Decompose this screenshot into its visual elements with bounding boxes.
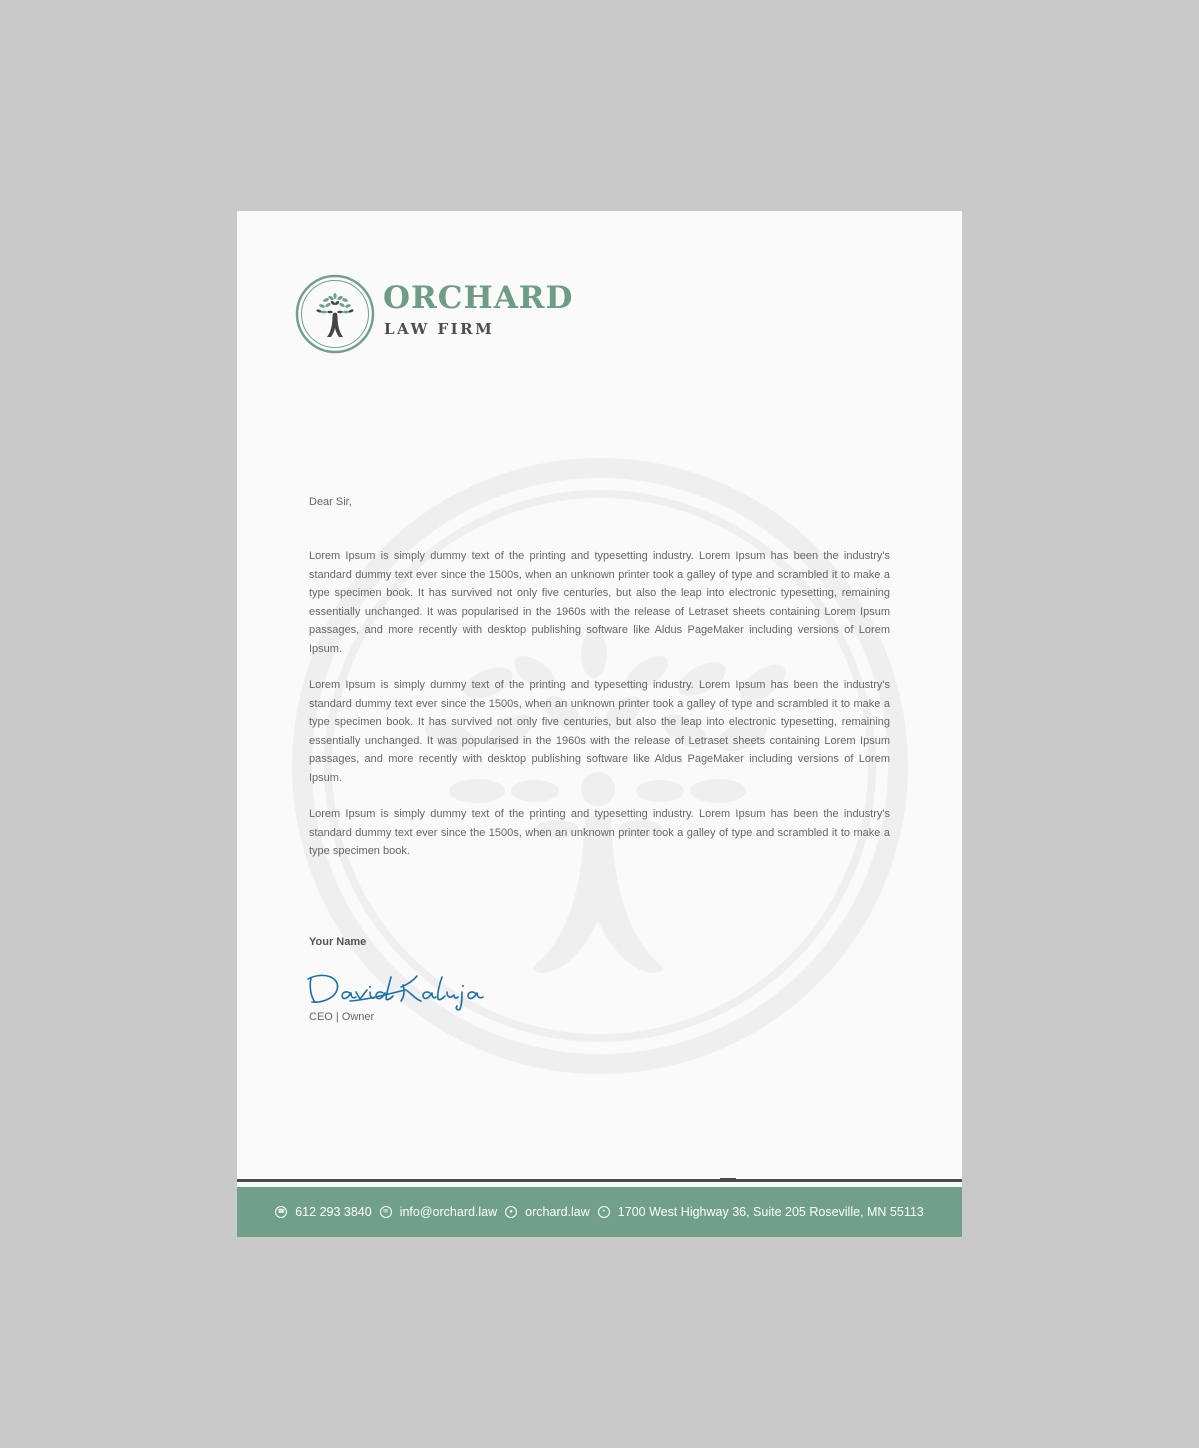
letter-paragraph: Lorem Ipsum is simply dummy text of the printing and typesetting industry. Lorem Ipsum has been the industry's standard dummy text ever since the 1500s, when an unknown printer took a galley of type and scrambled it to make a type specimen book. It has survived not only five centuries, but also the leap into electronic typesetting, remaining essentially unchanged. It was popularised in the 1960s with the release of Letraset sheets containing Lorem Ipsum passages, and more recently with desktop publishing software like Aldus PageMaker including versions of Lorem Ipsum.: [309, 679, 890, 784]
letter-greeting: Dear Sir,: [309, 496, 352, 508]
phone-number: 612 293 3840: [295, 1205, 372, 1219]
brand-name: ORCHARD: [383, 280, 574, 316]
contact-footer: [237, 1187, 962, 1237]
letter-paragraph: Lorem Ipsum is simply dummy text of the printing and typesetting industry. Lorem Ipsum has been the industry's standard dummy text ever since the 1500s, when an unknown printer took a galley of type and scrambled it to make a type specimen book.: [309, 808, 890, 858]
footer-email: [380, 1205, 497, 1219]
website-url: orchard.law: [525, 1205, 590, 1219]
signer-role: CEO | Owner: [309, 1011, 375, 1023]
tree-logo-icon: [295, 274, 375, 354]
brand-subtitle: LAW FIRM: [384, 320, 495, 338]
footer-website: [505, 1205, 590, 1219]
email-address: info@orchard.law: [399, 1205, 498, 1219]
letter-paragraph: Lorem Ipsum is simply dummy text of the printing and typesetting industry. Lorem Ipsum has been the industry's standard dummy text ever since the 1500s, when an unknown printer took a galley of type and scrambled it to make a type specimen book. It has survived not only five centuries, but also the leap into electronic typesetting, remaining essentially unchanged. It was popularised in the 1960s with the release of Letraset sheets containing Lorem Ipsum passages, and more recently with desktop publishing software like Aldus PageMaker including versions of Lorem Ipsum.: [309, 550, 890, 655]
signer-name-label: Your Name: [309, 936, 367, 948]
street-address: 1700 West Highway 36, Suite 205 Roseville, MN 55113: [617, 1205, 924, 1219]
footer-divider: [237, 1179, 962, 1182]
footer-phone: [275, 1205, 371, 1219]
email-icon: ✉: [380, 1206, 392, 1218]
location-icon: •: [598, 1206, 610, 1218]
phone-icon: ☎: [275, 1206, 287, 1218]
footer-divider-accent: [720, 1178, 736, 1179]
web-icon: ●: [505, 1206, 517, 1218]
footer-address: [598, 1205, 924, 1219]
letterhead-page: [237, 211, 962, 1237]
handwritten-signature: [305, 965, 495, 1011]
